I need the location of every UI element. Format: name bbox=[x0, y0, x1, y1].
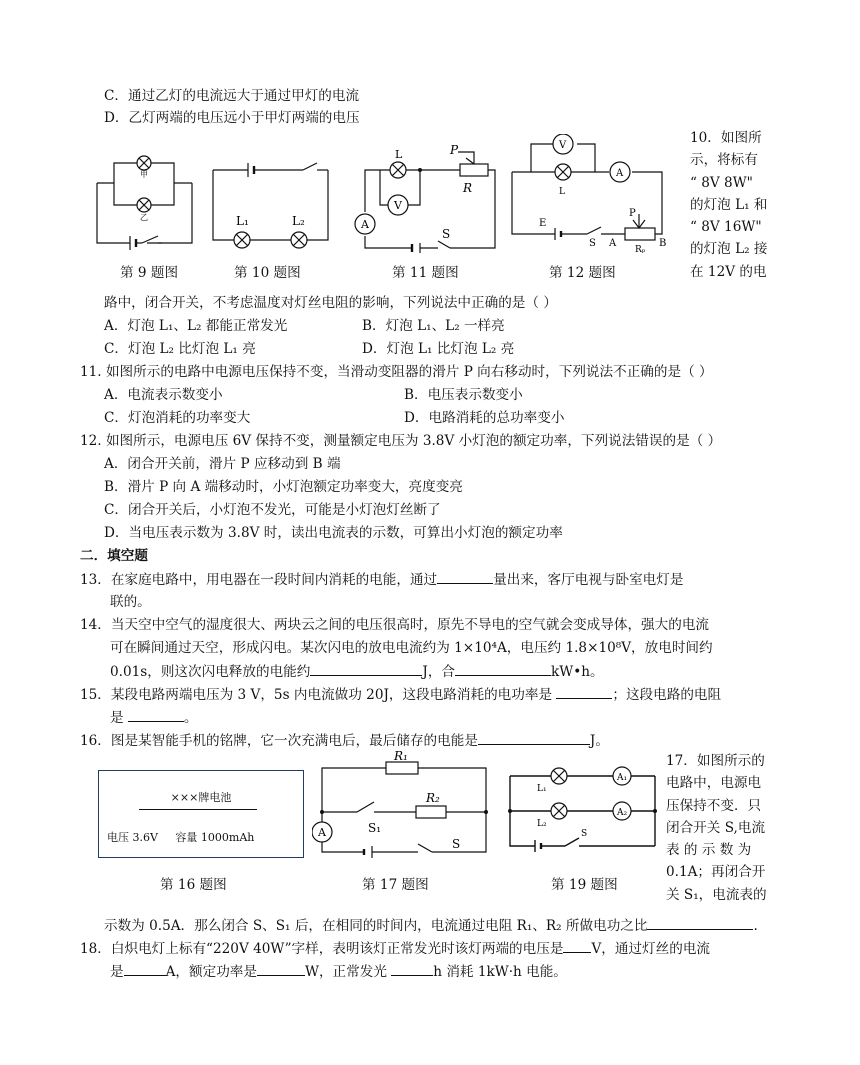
q10-option-c: C．灯泡 L₂ 比灯泡 L₁ 亮 bbox=[104, 341, 256, 357]
section-heading-fill-in: 二．填空题 bbox=[80, 548, 148, 564]
q18-text: A，额定功率是 bbox=[165, 964, 257, 980]
q13-line1 bbox=[80, 569, 683, 590]
q18-text: 是 bbox=[110, 964, 124, 980]
label-A12: A bbox=[616, 168, 624, 179]
answer-blank[interactable] bbox=[257, 961, 305, 976]
figure-9-circuit bbox=[92, 150, 202, 250]
label-Rp: Rₚ bbox=[635, 245, 646, 254]
q10-side-line: 10．如图所 bbox=[690, 130, 762, 146]
q13-text: 13．在家庭电路中，用电器在一段时间内消耗的电能，通过 bbox=[80, 572, 438, 588]
label-L: L bbox=[395, 148, 403, 161]
label-A17: A bbox=[318, 826, 326, 839]
label-L2: L₂ bbox=[292, 214, 305, 228]
q18-text: W，正常发光 bbox=[304, 964, 387, 980]
label-V: V bbox=[394, 199, 402, 212]
q18-text: V，通过灯丝的电流 bbox=[591, 941, 711, 957]
q10-side-line: “ 8V 16W" bbox=[690, 219, 762, 236]
q15-text: 是 bbox=[110, 710, 124, 726]
q15-text: 。 bbox=[183, 710, 198, 726]
figure-10-circuit bbox=[208, 155, 333, 255]
q10-option-b: B．灯泡 L₁、L₂ 一样亮 bbox=[362, 318, 505, 334]
answer-blank[interactable] bbox=[128, 707, 184, 722]
q17-side-line: 压保持不变．只 bbox=[666, 797, 762, 814]
q11-option-a: A．电流表示数变小 bbox=[104, 387, 223, 403]
q13-text: 量出来，客厅电视与卧室电灯是 bbox=[493, 572, 684, 588]
battery-spec: 电压 3.6V 容量 1000mAh bbox=[107, 831, 255, 844]
q14-text: 0.01s，则这次闪电释放的电能约 bbox=[110, 664, 311, 680]
q17-side-line: 17．如图所示的 bbox=[666, 753, 765, 769]
answer-blank[interactable] bbox=[124, 961, 166, 976]
q17-side-line: 闭合开关 S,电流 bbox=[666, 819, 766, 836]
q14-text: kW•h。 bbox=[551, 664, 604, 680]
label-R1: R₁ bbox=[394, 749, 408, 763]
figure-16-battery-label bbox=[98, 770, 304, 858]
q16-text: J。 bbox=[589, 733, 609, 749]
q11-stem: 11. 如图所示的电路中电源电压保持不变，当滑动变阻器的滑片 P 向右移动时，下列说法不正确的是（ ） bbox=[80, 364, 713, 380]
caption-fig19: 第 19 题图 bbox=[551, 877, 618, 893]
q18-text: 18．白炽电灯上标有“220V 40W”字样，表明该灯正常发光时该灯两端的电压是 bbox=[80, 941, 564, 957]
label-S12: S bbox=[589, 238, 596, 249]
label-yi: 乙 bbox=[140, 213, 148, 222]
q18-line1 bbox=[80, 938, 710, 959]
caption-fig16: 第 16 题图 bbox=[160, 877, 227, 893]
q17-side-line: 电路中，电源电 bbox=[666, 775, 762, 792]
q10-option-d: D．灯泡 L₁ 比灯泡 L₂ 亮 bbox=[362, 341, 515, 357]
q9-option-d: D．乙灯两端的电压远小于甲灯两端的电压 bbox=[104, 110, 360, 126]
q10-option-a: A．灯泡 L₁、L₂ 都能正常发光 bbox=[104, 318, 288, 334]
answer-blank[interactable] bbox=[563, 938, 591, 953]
battery-divider bbox=[139, 809, 257, 810]
label-S17: S bbox=[452, 837, 461, 851]
q12-option-d: D．当电压表示数为 3.8V 时，读出电流表的示数，可算出小灯泡的额定功率 bbox=[104, 525, 563, 541]
q17-text: . bbox=[753, 918, 758, 934]
q10-side-line: 的灯泡 L₂ 接 bbox=[690, 241, 768, 258]
label-A-end: A bbox=[609, 238, 617, 249]
q12-option-b: B．滑片 P 向 A 端移动时，小灯泡额定功率变大，亮度变亮 bbox=[104, 479, 463, 495]
q10-side-line: “ 8V 8W" bbox=[690, 174, 753, 191]
q11-option-d: D．电路消耗的总功率变小 bbox=[404, 410, 565, 426]
q11-option-b: B．电压表示数变小 bbox=[404, 387, 523, 403]
q15-line1 bbox=[80, 684, 721, 705]
q10-side-line: 的灯泡 L₁ 和 bbox=[690, 196, 768, 213]
label-S: S bbox=[442, 227, 451, 241]
q10-side-text bbox=[690, 127, 788, 283]
answer-blank[interactable] bbox=[437, 569, 493, 584]
label-A2: A₂ bbox=[617, 808, 628, 818]
label-B: B bbox=[659, 238, 667, 249]
q15-text: 15．某段电路两端电压为 3 V，5s 内电流做功 20J，这段电路消耗的电功率是 bbox=[80, 687, 553, 703]
label-S1: S₁ bbox=[368, 821, 382, 835]
label-L2-19: L₂ bbox=[537, 819, 547, 829]
label-P: P bbox=[450, 143, 459, 157]
q10-side-line: 在 12V 的电 bbox=[690, 263, 767, 280]
battery-brand: ×××牌电池 bbox=[170, 791, 232, 804]
label-A: A bbox=[361, 218, 369, 231]
answer-blank[interactable] bbox=[455, 661, 551, 676]
caption-fig17: 第 17 题图 bbox=[362, 877, 429, 893]
label-P12: P bbox=[629, 208, 636, 219]
answer-blank[interactable] bbox=[556, 684, 612, 699]
q17-side-line: 表 的 示 数 为 bbox=[666, 842, 752, 859]
figure-11-circuit bbox=[350, 140, 505, 255]
q14-line3 bbox=[110, 661, 604, 682]
label-A1: A₁ bbox=[617, 773, 628, 783]
q13-line2: 联的。 bbox=[110, 594, 151, 610]
q17-continuation bbox=[104, 915, 758, 936]
label-L1: L₁ bbox=[236, 214, 249, 228]
caption-fig9: 第 9 题图 bbox=[120, 265, 179, 281]
q18-line2 bbox=[110, 961, 567, 982]
q16-text: 16．图是某智能手机的铭牌，它一次充满电后，最后储存的电能是 bbox=[80, 733, 478, 749]
answer-blank[interactable] bbox=[391, 961, 433, 976]
q17-text: 示数为 0.5A．那么闭合 S、S₁ 后，在相同的时间内，电流通过电阻 R₁、R₂ 所做电功之比 bbox=[104, 918, 648, 934]
label-R2: R₂ bbox=[426, 791, 440, 805]
caption-fig12: 第 12 题图 bbox=[549, 265, 616, 281]
q12-option-a: A．闭合开关前，滑片 P 应移动到 B 端 bbox=[104, 456, 341, 472]
label-V12: V bbox=[559, 140, 567, 151]
q18-text: h 消耗 1kW·h 电能。 bbox=[433, 964, 567, 980]
q14-text: J，合 bbox=[422, 664, 456, 680]
q14-line1: 14．当天空中空气的湿度很大、两块云之间的电压很高时，原先不导电的空气就会变成导体，强大的电流 bbox=[80, 617, 710, 633]
label-L12: L bbox=[559, 187, 565, 197]
q14-line2: 可在瞬间通过天空，形成闪电。某次闪电的放电电流约为 1×10⁴A，电压约 1.8×10⁸V，放电时间约 bbox=[110, 640, 713, 656]
figure-12-circuit bbox=[507, 134, 682, 254]
caption-fig11: 第 11 题图 bbox=[392, 265, 459, 281]
q17-side-line: 0.1A；再闭合开 bbox=[666, 864, 766, 881]
q10-side-line: 示，将标有 bbox=[690, 152, 758, 169]
q17-side-line: 关 S₁，电流表的 bbox=[666, 886, 767, 903]
caption-fig10: 第 10 题图 bbox=[234, 265, 301, 281]
q12-option-c: C．闭合开关后，小灯泡不发光，可能是小灯泡灯丝断了 bbox=[104, 502, 441, 518]
q12-stem: 12. 如图所示，电源电压 6V 保持不变，测量额定电压为 3.8V 小灯泡的额定功率，下列说法错误的是（ ） bbox=[80, 433, 722, 449]
label-E: E bbox=[539, 218, 547, 229]
label-S19: S bbox=[581, 829, 588, 839]
figure-17-circuit bbox=[312, 748, 492, 863]
q10-continuation: 路中，闭合开关，不考虑温度对灯丝电阻的影响，下列说法中正确的是（ ） bbox=[104, 295, 557, 311]
answer-blank[interactable] bbox=[647, 915, 753, 930]
label-L1-19: L₁ bbox=[537, 784, 547, 794]
label-R: R bbox=[463, 181, 473, 195]
q9-option-c: C．通过乙灯的电流远大于通过甲灯的电流 bbox=[104, 88, 360, 104]
q15-line2 bbox=[110, 707, 198, 728]
q15-text: ；这段电路的电阻 bbox=[612, 687, 722, 703]
figure-19-circuit bbox=[505, 766, 660, 862]
label-jia: 甲 bbox=[140, 170, 148, 179]
answer-blank[interactable] bbox=[310, 661, 422, 676]
q11-option-c: C．灯泡消耗的功率变大 bbox=[104, 410, 251, 426]
q17-side-text bbox=[666, 750, 778, 906]
answer-blank[interactable] bbox=[478, 730, 590, 745]
